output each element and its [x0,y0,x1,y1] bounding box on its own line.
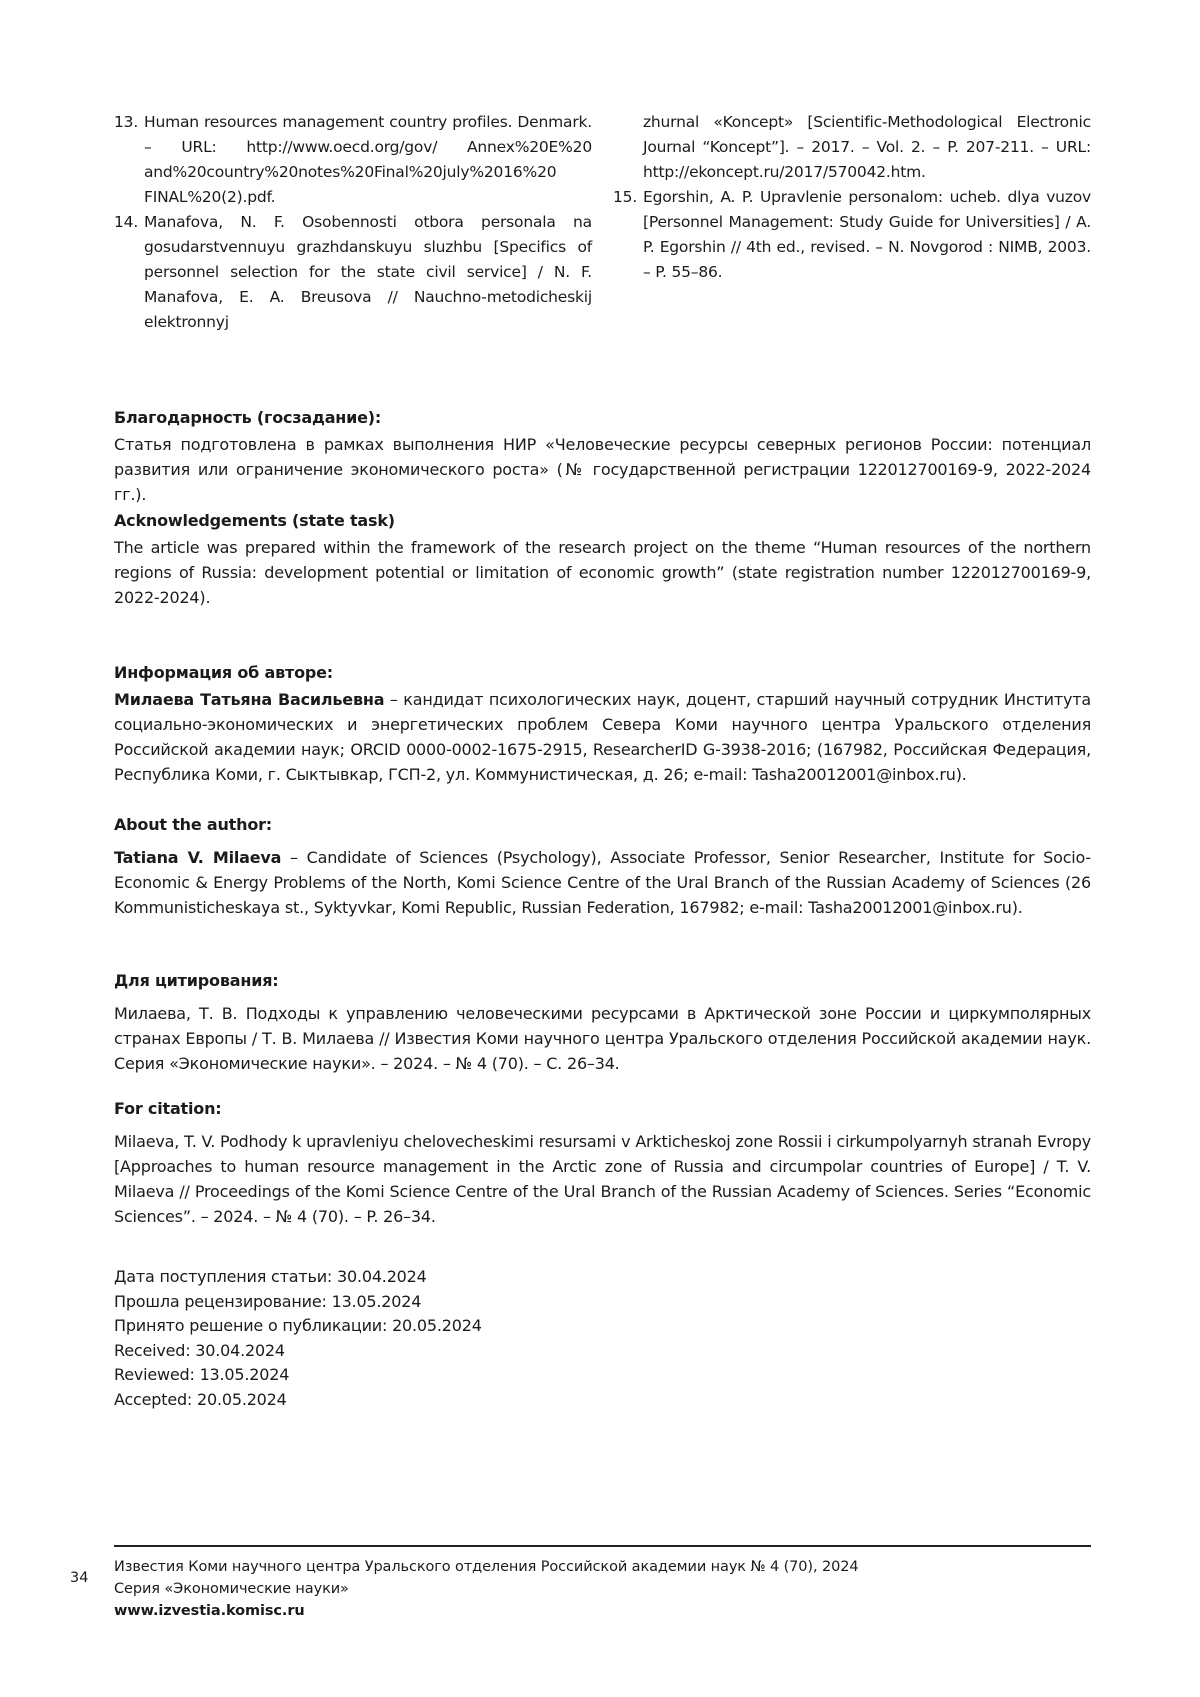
citation-ru-section [114,968,1091,1076]
reference-number: 13. [114,113,139,131]
reference-item [114,110,592,210]
reference-continuation: zhurnal «Koncept» [Scientific-Methodological Electronic Journal “Koncept”]. – 2017. – Vol. 2. – P. 207-211. – URL: http://ekoncept.ru/2017/570042.htm. [643,113,1091,181]
author-en-section [114,812,1091,920]
author-ru-text: – кандидат психологических наук, доцент, старший научный сотрудник Института социально-экономических и энергетических проблем Севера Коми научного центра Уральского отделения Российской академии наук; ORCID 0000-0002-1675-2915, ResearcherID G-3938-2016; (167982, Российская Федерация, Республика Коми, г. Сыктывкар, ГСП-2, ул. Коммунистическая, д. 26; e-mail: Tasha20012001@inbox.ru). [114,690,1091,784]
references-left-column [114,110,592,335]
author-en-bio [114,845,1091,920]
date-received-ru: Дата поступления статьи: 30.04.2024 [114,1267,427,1286]
date-received-en: Received: 30.04.2024 [114,1340,285,1360]
acknowledgement-en-heading: Acknowledgements (state task) [114,511,395,530]
author-en-name: Tatiana V. Milaeva [114,848,282,867]
footer-journal: Известия Коми научного центра Уральского отделения Российской академии наук № 4 (70), 2024 [114,1559,859,1575]
acknowledgement-en-section [114,508,1091,610]
footer-series: Серия «Экономические науки» [114,1581,349,1597]
author-en-heading: About the author: [114,815,273,834]
reference-text: Manafova, N. F. Osobennosti otbora personala na gosudarstvennuyu grazhdanskuyu sluzhbu [Specifics of personnel selection for the state civil service] / N. F. Manafova, E. A. Breusova // Nauchno-metodicheskij elektronnyj [144,213,592,331]
references [114,110,1091,335]
reference-text: Human resources management country profiles. Denmark. – URL: http://www.oecd.org/gov/ Annex%20E%20 and%20country%20notes%20Final%20july%2016%20 FINAL%20(2).pdf. [144,113,592,206]
page-footer [114,1556,858,1622]
citation-en-heading: For citation: [114,1099,222,1118]
citation-ru-heading: Для цитирования: [114,971,279,990]
page-number: 34 [70,1570,89,1586]
author-ru-bio [114,687,1091,787]
article-dates [114,1265,482,1412]
date-reviewed-ru: Прошла рецензирование: 13.05.2024 [114,1291,422,1311]
reference-text: Egorshin, A. P. Upravlenie personalom: ucheb. dlya vuzov [Personnel Management: Study Guide for Universities] / A. P. Egorshin // 4th ed., revised. – N. Novgorod : NIMB, 2003. – P. 55–86. [643,188,1091,281]
acknowledgement-en-text: The article was prepared within the framework of the research project on the theme “Human resources of the northern regions of Russia: development potential or limitation of economic growth” (state registration number 122012700169-9, 2022-2024). [114,538,1091,607]
citation-en-text: Milaeva, T. V. Podhody k upravleniyu chelovecheskimi resursami v Arkticheskoj zone Rossii i cirkumpolyarnyh stranah Evropy [Approaches to human resource management in the Arctic zone of Russia and circumpolar countries of Europe] / T. V. Milaeva // Proceedings of the Komi Science Centre of the Ural Branch of the Russian Academy of Sciences. Series “Economic Sciences”. – 2024. – № 4 (70). – P. 26–34. [114,1132,1091,1226]
acknowledgement-ru-section [114,405,1091,507]
date-accepted-ru: Принято решение о публикации: 20.05.2024 [114,1316,482,1335]
acknowledgement-ru-text: Статья подготовлена в рамках выполнения НИР «Человеческие ресурсы северных регионов России: потенциал развития или ограничение экономического роста» (№ государственной регистрации 122012700169-9, 2022-2024 гг.). [114,435,1091,504]
reference-item [114,210,592,335]
reference-number: 14. [114,213,139,231]
author-ru-heading: Информация об авторе: [114,663,333,682]
reference-number: 15. [613,188,638,206]
references-right-column [613,110,1091,335]
author-ru-name: Милаева Татьяна Васильевна [114,690,385,709]
acknowledgement-ru-heading: Благодарность (госзадание): [114,408,382,427]
footer-website-link[interactable]: www.izvestia.komisc.ru [114,1603,305,1619]
citation-en-section [114,1096,1091,1229]
date-accepted-en: Accepted: 20.05.2024 [114,1389,287,1409]
reference-item [613,185,1091,285]
date-reviewed-en: Reviewed: 13.05.2024 [114,1365,290,1384]
author-en-text: – Candidate of Sciences (Psychology), Associate Professor, Senior Researcher, Institute for Socio-Economic & Energy Problems of the North, Komi Science Centre of the Ural Branch of the Russian Academy of Sciences (26 Kommunisticheskaya st., Syktyvkar, Komi Republic, Russian Federation, 167982; e-mail: Tasha20012001@inbox.ru). [114,848,1091,917]
footer-divider [114,1545,1091,1547]
author-ru-section [114,660,1091,787]
citation-ru-text: Милаева, Т. В. Подходы к управлению человеческими ресурсами в Арктической зоне России и циркумполярных странах Европы / Т. В. Милаева // Известия Коми научного центра Уральского отделения Российской академии наук. Серия «Экономические науки». – 2024. – № 4 (70). – С. 26–34. [114,1004,1091,1073]
